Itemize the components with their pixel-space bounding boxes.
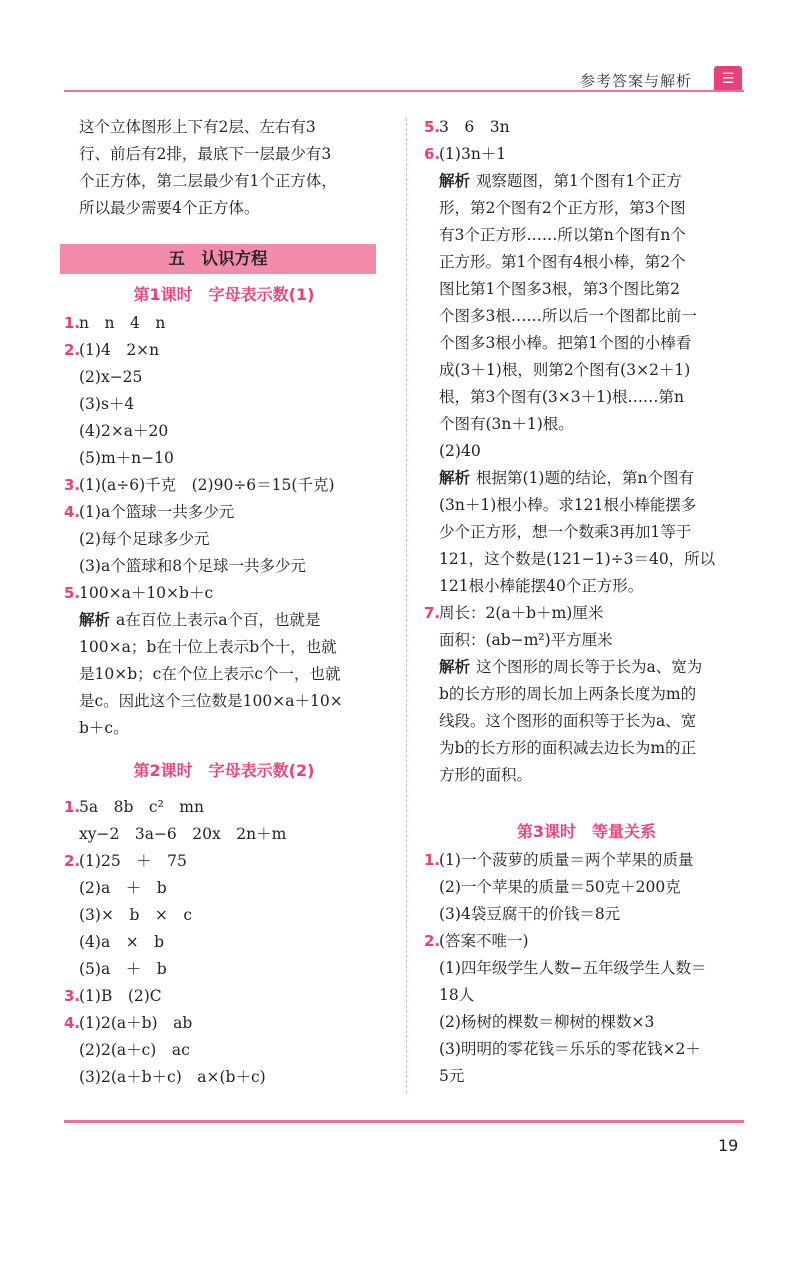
analysis-line: 100×a；b在十位上表示b个十，也就	[79, 638, 337, 656]
r-l3-q1	[424, 847, 749, 874]
footer-rule	[64, 1120, 744, 1123]
question-number: 6.	[424, 145, 441, 163]
answer-text: 3 6 3n	[439, 118, 510, 136]
section-title: 五 认识方程	[60, 244, 376, 274]
answer-text: (1)4 2×n	[79, 341, 160, 359]
question-number: 2.	[424, 932, 441, 950]
l1-q1	[64, 310, 384, 337]
question-number: 3.	[64, 987, 81, 1005]
analysis-text: 这个图形的周长等于长为a、宽为	[476, 658, 703, 676]
answer-line: (5)a ＋ b	[79, 960, 167, 978]
answer-text: 周长：2(a＋b＋m)厘米	[439, 604, 604, 622]
r-q6-analysis-1	[424, 168, 749, 438]
question-number: 3.	[64, 476, 81, 494]
answer-text: 100×a＋10×b＋c	[79, 584, 214, 602]
question-number: 2.	[64, 341, 81, 359]
column-divider	[406, 118, 407, 1093]
l2-q1	[64, 794, 384, 821]
book-badge-icon: ☰	[714, 66, 742, 92]
answer-text: 5a 8b c² mn	[79, 798, 204, 816]
question-number: 5.	[424, 118, 441, 136]
analysis-text: 观察题图，第1个图有1个正方	[476, 172, 682, 190]
analysis-text: 根据第(1)题的结论，第n个图有	[476, 469, 694, 487]
analysis-line	[439, 168, 749, 195]
answer-text: n n 4 n	[79, 314, 166, 332]
analysis-label: 解析	[439, 172, 471, 190]
analysis-line: (3n＋1)根小棒。求121根小棒能摆多	[439, 496, 697, 514]
analysis-text: a在百位上表示a个百，也就是	[116, 611, 321, 629]
l1-q5-analysis	[64, 607, 384, 742]
analysis-line: 121根小棒能摆40个正方形。	[439, 577, 644, 595]
answer-line: (3)明明的零花钱＝乐乐的零花钱×2＋	[439, 1040, 701, 1058]
analysis-line: 成(3＋1)根，则第2个图有(3×2＋1)	[439, 361, 691, 379]
analysis-line: 是10×b；c在个位上表示c个一，也就	[79, 665, 341, 683]
analysis-line: 个图多3根……所以后一个图都比前一	[439, 307, 697, 325]
answer-line: (4)2×a＋20	[79, 422, 169, 440]
l1-q2	[64, 337, 384, 364]
answer-line: (2)杨树的棵数＝柳树的棵数×3	[439, 1013, 655, 1031]
analysis-line: 形，第2个图有2个正方形，第3个图	[439, 199, 686, 217]
answer-line: (3)2(a＋b＋c) a×(b＋c)	[79, 1068, 266, 1086]
analysis-line	[79, 607, 384, 634]
left-column	[64, 114, 384, 1091]
answer-line: xy−2 3a−6 20x 2n＋m	[79, 825, 287, 843]
answer-line: 18人	[439, 986, 475, 1004]
analysis-label: 解析	[439, 658, 471, 676]
answer-line: (2)一个苹果的质量＝50克＋200克	[439, 878, 681, 896]
question-number: 5.	[64, 584, 81, 602]
analysis-line: 是c。因此这个三位数是100×a＋10×	[79, 692, 343, 710]
question-number: 2.	[64, 852, 81, 870]
answer-line: (2)每个足球多少元	[79, 530, 210, 548]
question-number: 4.	[64, 1014, 81, 1032]
intro-line: 所以最少需要4个正方体。	[79, 199, 260, 217]
answer-text: (答案不唯一)	[439, 932, 529, 950]
intro-line: 行、前后有2排，最底下一层最少有3	[79, 145, 332, 163]
question-number: 4.	[64, 503, 81, 521]
answer-text: (1)3n＋1	[439, 145, 507, 163]
l1-q5	[64, 580, 384, 607]
analysis-line: 少个正方形，想一个数乘3再加1等于	[439, 523, 692, 541]
l1-q4	[64, 499, 384, 526]
analysis-line: 图比第1个图多3根，第3个图比第2	[439, 280, 680, 298]
answer-text: (1)25 ＋ 75	[79, 852, 187, 870]
r-q5	[424, 114, 749, 141]
answer-text: (1)a个篮球一共多少元	[79, 503, 235, 521]
l1-q3	[64, 472, 384, 499]
answer-text: (1)B (2)C	[79, 987, 162, 1005]
r-q7	[424, 600, 749, 627]
analysis-line: 有3个正方形……所以第n个图有n个	[439, 226, 686, 244]
r-q6	[424, 141, 749, 168]
analysis-label: 解析	[79, 611, 111, 629]
analysis-line: 线段。这个图形的面积等于长为a、宽	[439, 712, 697, 730]
intro-line: 个正方体，第二层最少有1个正方体，	[79, 172, 337, 190]
intro-line: 这个立体图形上下有2层、左右有3	[79, 118, 316, 136]
answer-line: (3)4袋豆腐干的价钱＝8元	[439, 905, 621, 923]
analysis-line: 正方形。第1个图有4根小棒，第2个	[439, 253, 686, 271]
analysis-line	[439, 465, 749, 492]
answer-text: (1)2(a＋b) ab	[79, 1014, 193, 1032]
answer-line: 5元	[439, 1067, 465, 1085]
analysis-line: 根，第3个图有(3×3＋1)根……第n	[439, 388, 685, 406]
question-number: 7.	[424, 604, 441, 622]
l2-q3	[64, 983, 384, 1010]
page-number: 19	[718, 1136, 739, 1155]
lesson-2-title: 第2课时 字母表示数(2)	[133, 761, 315, 780]
header-rule	[64, 90, 744, 92]
analysis-line: 121，这个数是(121−1)÷3＝40，所以	[439, 550, 716, 568]
analysis-line: 个图多3根小棒。把第1个图的小棒看	[439, 334, 692, 352]
analysis-line: 为b的长方形的面积减去边长为m的正	[439, 739, 697, 757]
answer-line: (2)40	[439, 442, 481, 460]
analysis-line: 方形的面积。	[439, 766, 533, 784]
answer-line: (3)a个篮球和8个足球一共多少元	[79, 557, 307, 575]
r-l3-q2	[424, 928, 749, 955]
answer-line: (4)a × b	[79, 933, 165, 951]
answer-line: (2)a ＋ b	[79, 879, 167, 897]
question-number: 1.	[424, 851, 441, 869]
analysis-line: b的长方形的周长加上两条长度为m的	[439, 685, 697, 703]
question-number: 1.	[64, 798, 81, 816]
r-q7-analysis	[424, 654, 749, 789]
intro-paragraph	[64, 114, 384, 222]
analysis-line: b＋c。	[79, 719, 129, 737]
answer-line: (1)四年级学生人数−五年级学生人数＝	[439, 959, 707, 977]
r-q6-analysis-2	[424, 465, 749, 600]
answer-text: (1)(a÷6)千克 (2)90÷6＝15(千克)	[79, 476, 335, 494]
right-column	[424, 114, 749, 1090]
l2-q4	[64, 1010, 384, 1037]
lesson-1-title: 第1课时 字母表示数(1)	[133, 285, 315, 304]
analysis-line: 个图有(3n＋1)根。	[439, 415, 574, 433]
answer-line: (2)x−25	[79, 368, 143, 386]
analysis-line	[439, 654, 749, 681]
answer-text: (1)一个菠萝的质量＝两个苹果的质量	[439, 851, 694, 869]
answer-line: (3)× b × c	[79, 906, 193, 924]
question-number: 1.	[64, 314, 81, 332]
analysis-label: 解析	[439, 469, 471, 487]
answer-line: (2)2(a＋c) ac	[79, 1041, 190, 1059]
answer-line: 面积：(ab−m²)平方厘米	[439, 631, 613, 649]
lesson-3-title: 第3课时 等量关系	[516, 822, 657, 841]
l2-q2	[64, 848, 384, 875]
header-title: 参考答案与解析	[580, 72, 693, 90]
answer-line: (3)s＋4	[79, 395, 135, 413]
answer-line: (5)m＋n−10	[79, 449, 174, 467]
